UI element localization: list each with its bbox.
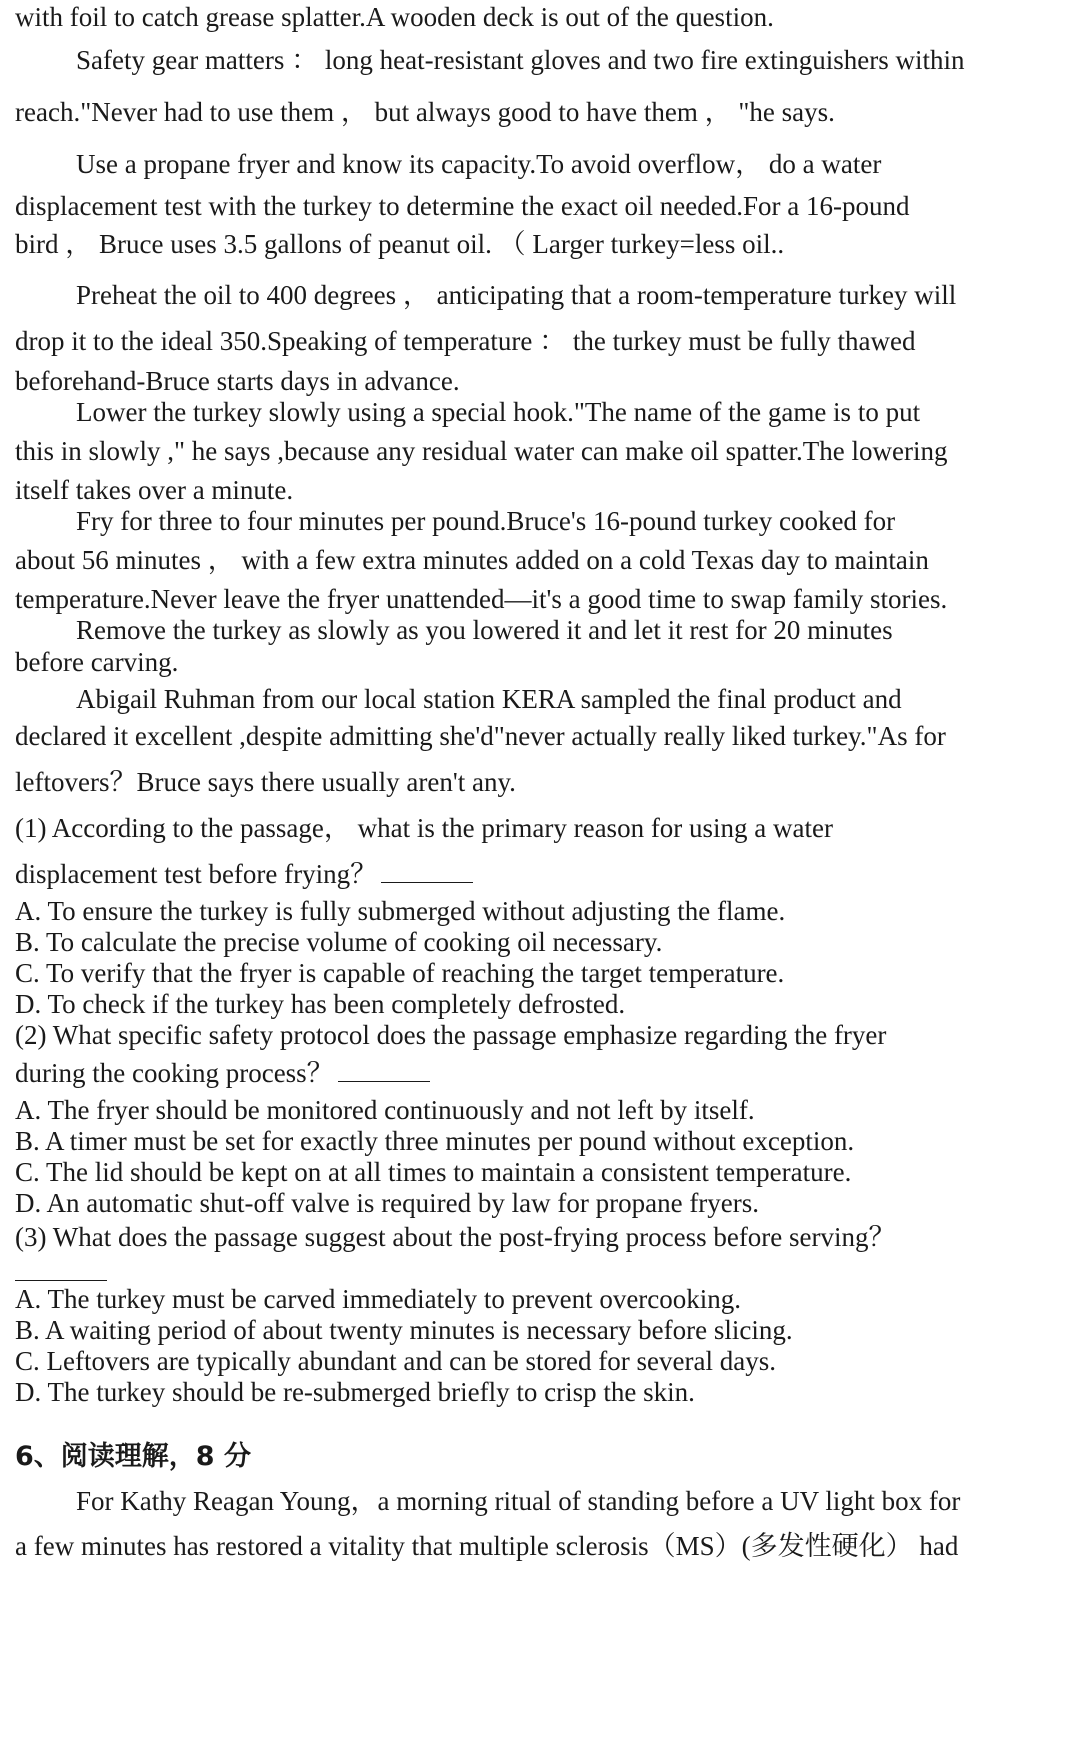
option-a: A. The turkey must be carved immediately to prevent overcooking. bbox=[15, 1284, 742, 1314]
question-1-stem-text: displacement test before frying？ bbox=[15, 859, 378, 889]
passage-line: about 56 minutes ， with a few extra minutes added on a cold Texas day to maintain bbox=[15, 545, 929, 575]
option-d: D. An automatic shut-off valve is required by law for propane fryers. bbox=[15, 1188, 760, 1218]
passage-line: reach."Never had to use them ， but always good to have them ， "he says. bbox=[15, 97, 835, 127]
option-b: B. A timer must be set for exactly three minutes per pound without exception. bbox=[15, 1126, 855, 1156]
passage-line: this in slowly ," he says ,because any residual water can make oil spatter.The lowering bbox=[15, 436, 948, 466]
question-2-stem-text: during the cooking process？ bbox=[15, 1058, 334, 1088]
passage-line: drop it to the ideal 350.Speaking of temperature ： the turkey must be fully thawed bbox=[15, 326, 916, 356]
option-a: A. The fryer should be monitored continuously and not left by itself. bbox=[15, 1095, 755, 1125]
option-c: C. To verify that the fryer is capable of reaching the target temperature. bbox=[15, 958, 785, 988]
option-b: B. A waiting period of about twenty minutes is necessary before slicing. bbox=[15, 1315, 793, 1345]
answer-blank bbox=[381, 862, 473, 883]
passage-line: For Kathy Reagan Young，a morning ritual of standing before a UV light box for bbox=[76, 1486, 961, 1516]
passage-line: Fry for three to four minutes per pound.Bruce's 16-pound turkey cooked for bbox=[76, 506, 896, 536]
passage-line: beforehand-Bruce starts days in advance. bbox=[15, 366, 460, 396]
passage-line: before carving. bbox=[15, 647, 179, 677]
option-b: B. To calculate the precise volume of cooking oil necessary. bbox=[15, 927, 663, 957]
passage-line: Use a propane fryer and know its capacity.To avoid overflow， do a water bbox=[76, 149, 882, 179]
passage-line: Abigail Ruhman from our local station KERA sampled the final product and bbox=[76, 684, 902, 714]
section-heading: 6、阅读理解，8 分 bbox=[15, 1441, 251, 1472]
option-d: D. To check if the turkey has been completely defrosted. bbox=[15, 989, 626, 1019]
option-c: C. The lid should be kept on at all times to maintain a consistent temperature. bbox=[15, 1157, 852, 1187]
passage-line: declared it excellent ,despite admitting she'd"never actually really liked turkey."As for bbox=[15, 721, 946, 751]
option-a: A. To ensure the turkey is fully submerged without adjusting the flame. bbox=[15, 896, 786, 926]
passage-line: leftovers？Bruce says there usually aren't any. bbox=[15, 767, 516, 797]
question-3-stem: (3) What does the passage suggest about the post-frying process before serving？ bbox=[15, 1222, 896, 1252]
passage-line: Preheat the oil to 400 degrees ， anticipating that a room-temperature turkey will bbox=[76, 280, 957, 310]
passage-line: Lower the turkey slowly using a special hook."The name of the game is to put bbox=[76, 397, 921, 427]
question-2-stem-cont bbox=[15, 1060, 1066, 1087]
passage-line: bird ， Bruce uses 3.5 gallons of peanut oil. （ Larger turkey=less oil.. bbox=[15, 229, 785, 259]
passage-line: a few minutes has restored a vitality that multiple sclerosis（MS）(多发性硬化） had bbox=[15, 1531, 959, 1561]
option-c: C. Leftovers are typically abundant and can be stored for several days. bbox=[15, 1346, 776, 1376]
question-1-stem-cont bbox=[15, 861, 1066, 888]
answer-blank-row bbox=[15, 1279, 1066, 1281]
passage-line: with foil to catch grease splatter.A wooden deck is out of the question. bbox=[15, 2, 774, 32]
passage-line: displacement test with the turkey to determine the exact oil needed.For a 16-pound bbox=[15, 191, 910, 221]
passage-line: Safety gear matters ： long heat-resistant gloves and two fire extinguishers within bbox=[76, 45, 965, 75]
answer-blank bbox=[15, 1279, 107, 1281]
passage-line: temperature.Never leave the fryer unattended—it's a good time to swap family stories. bbox=[15, 584, 948, 614]
question-2-stem: (2) What specific safety protocol does the passage emphasize regarding the fryer bbox=[15, 1020, 887, 1050]
option-d: D. The turkey should be re-submerged briefly to crisp the skin. bbox=[15, 1377, 695, 1407]
answer-blank bbox=[338, 1061, 430, 1082]
question-1-stem: (1) According to the passage， what is the primary reason for using a water bbox=[15, 813, 834, 843]
passage-line: itself takes over a minute. bbox=[15, 475, 294, 505]
passage-line: Remove the turkey as slowly as you lowered it and let it rest for 20 minutes bbox=[76, 615, 893, 645]
